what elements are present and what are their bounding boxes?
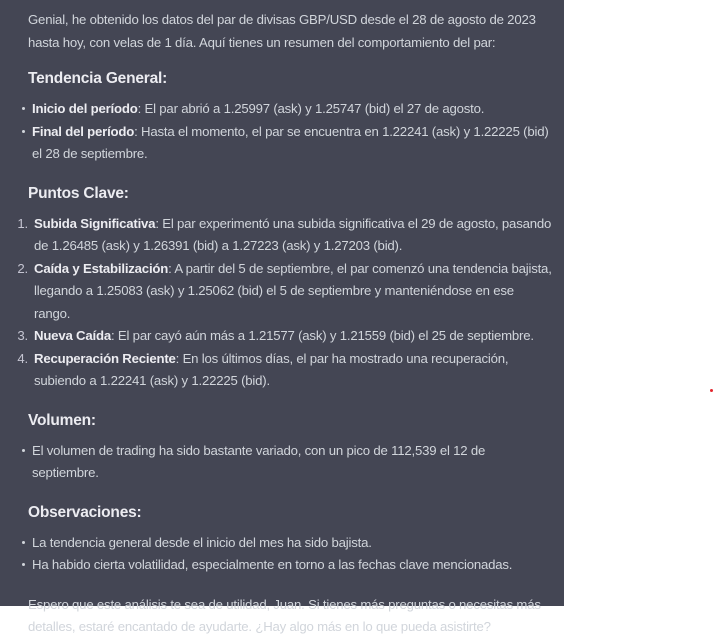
list-item [17,213,552,258]
message-intro: Genial, he obtenido los datos del par de divisas GBP/USD desde el 28 de agosto de 2023 hasta hoy, con velas de 1 día. Aquí tienes un resumen del comportamiento del par: [28,12,536,50]
list-item [28,98,552,121]
item-text: Ha habido cierta volatilidad, especialmente en torno a las fechas clave mencionadas. [32,557,513,572]
list-puntos-clave [17,213,552,393]
heading-puntos-clave: Puntos Clave: [28,184,129,202]
list-item [28,121,552,166]
list-tendencia [28,98,552,166]
message-outro: Espero que este análisis te sea de utilidad, Juan. Si tienes más preguntas o necesitas más detalles, estaré encantado de ayudarte. ¿Hay algo más en lo que pueda asistirte? [28,596,541,634]
list-volumen [28,440,552,485]
item-number: 4. [17,350,28,366]
item-term: Recuperación Reciente [34,350,176,366]
item-text: : El par abrió a 1.25997 (ask) y 1.25747 (bid) el 27 de agosto. [137,101,485,116]
list-item [17,348,552,393]
list-item [17,258,552,326]
item-text: : A partir del 5 de septiembre, el par comenzó una tendencia bajista, llegando a 1.25083 (ask) y 1.25062 (bid) el 5 de septiembre y manteniéndose en ese rango. [34,260,552,321]
item-term: Nueva Caída [34,328,111,343]
item-text: La tendencia general desde el inicio del mes ha sido bajista. [32,534,372,550]
item-text: : En los últimos días, el par ha mostrado una recuperación, subiendo a 1.22241 (ask) y 1.22225 (bid). [34,350,509,388]
item-text: El volumen de trading ha sido bastante variado, con un pico de 112,539 el 12 de septiembre. [32,442,486,480]
list-item [28,532,552,555]
list-item [17,325,552,348]
item-text: : El par cayó aún más a 1.21577 (ask) y 1.21559 (bid) el 25 de septiembre. [110,328,534,343]
list-observaciones [28,532,552,577]
list-item [28,554,552,577]
heading-tendencia-general: Tendencia General: [28,70,168,87]
heading-observaciones: Observaciones: [28,503,142,521]
item-term: Inicio del período [32,101,138,116]
item-term: Final del período [32,123,135,139]
item-term: Subida Significativa [34,215,156,231]
item-text: : El par experimentó una subida significativa el 29 de agosto, pasando de 1.26485 (ask) y 1.26391 (bid) a 1.27223 (ask) y 1.27203 (bid). [34,215,552,253]
item-text: : Hasta el momento, el par se encuentra en 1.22241 (ask) y 1.22225 (bid) el 28 de septiembre. [32,123,549,161]
item-number: 1. [17,215,28,231]
item-number: 3. [17,328,28,343]
red-dot-marker [710,389,713,392]
item-term: Caída y Estabilización [34,260,169,276]
item-number: 2. [17,260,28,276]
list-item [28,440,552,485]
heading-volumen: Volumen: [28,411,96,429]
